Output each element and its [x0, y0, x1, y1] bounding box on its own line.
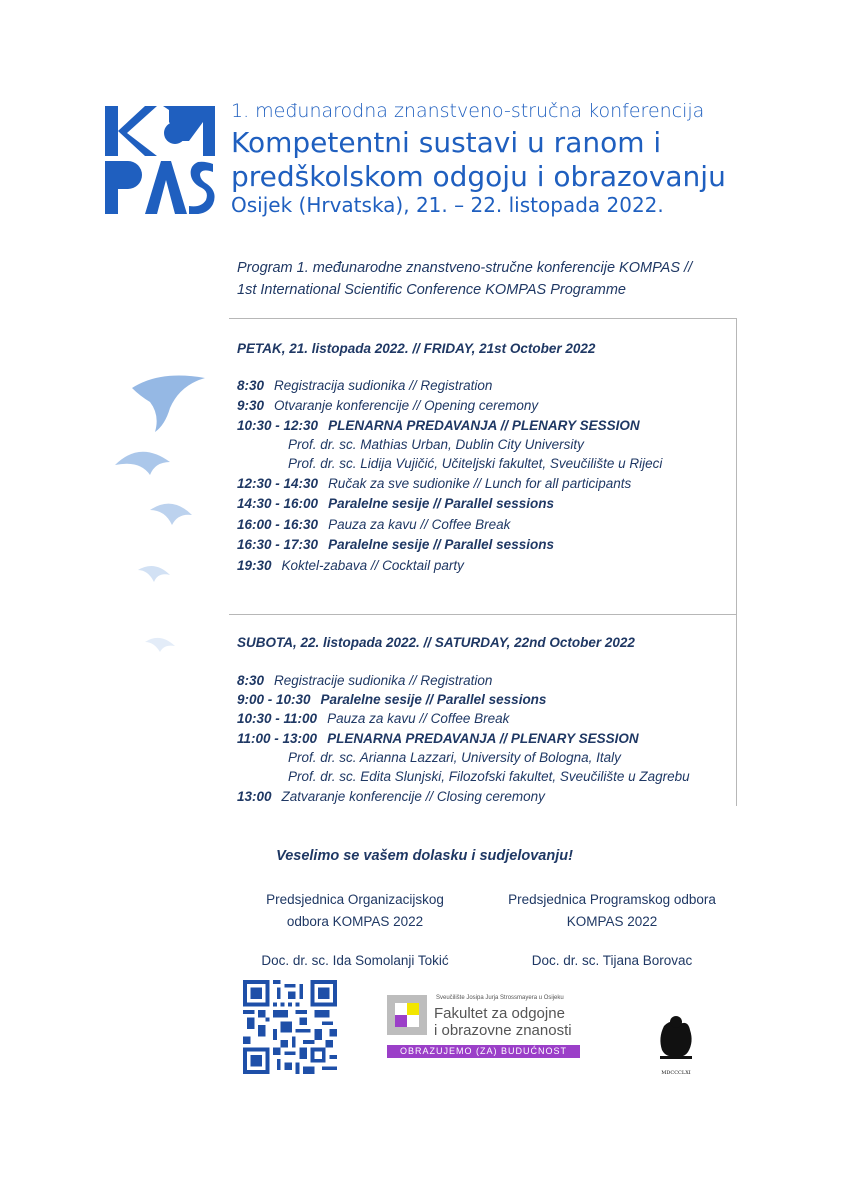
speaker: Prof. dr. sc. Mathias Urban, Dublin City University [288, 437, 584, 452]
program-title [237, 257, 692, 301]
schedule-time: 14:30 - 16:00 [237, 496, 319, 511]
schedule-desc: Registracija sudionika // Registration [274, 378, 493, 393]
schedule-desc: Paralelne sesije // Parallel sessions [320, 692, 547, 707]
schedule-time: 9:30 [237, 398, 265, 413]
faculty-motto: OBRAZUJEMO (ZA) BUDUĆNOST [387, 1045, 580, 1058]
schedule-time: 8:30 [237, 378, 265, 393]
schedule-row [237, 476, 631, 491]
conference-title [231, 126, 726, 194]
schedule-time: 10:30 - 11:00 [237, 711, 318, 726]
signature-right-name: Doc. dr. sc. Tijana Borovac [531, 953, 693, 968]
schedule-desc: Pauza za kavu // Coffee Break [327, 711, 510, 726]
conference-title-line2: predškolskom odgoju i obrazovanju [231, 160, 726, 193]
schedule-desc: Registracije sudionika // Registration [274, 673, 493, 688]
conference-place-date: Osijek (Hrvatska), 21. – 22. listopada 2022. [231, 193, 664, 217]
schedule-time: 9:00 - 10:30 [237, 692, 311, 707]
signature-left-role-line1: Predsjednica Organizacijskog [266, 892, 444, 907]
schedule-row [237, 692, 546, 707]
schedule-row [237, 711, 509, 726]
schedule-row [237, 378, 492, 393]
schedule-row [237, 398, 538, 413]
signature-left-role-line2: odbora KOMPAS 2022 [286, 914, 424, 929]
swallows-decoration [110, 370, 220, 660]
schedule-row [237, 789, 545, 804]
program-title-line2: 1st International Scientific Conference KOMPAS Programme [237, 282, 626, 298]
schedule-desc: Zatvaranje konferencije // Closing ceremony [281, 789, 545, 804]
schedule-row [237, 418, 640, 433]
schedule-time: 16:30 - 17:30 [237, 537, 319, 552]
faculty-logo [387, 995, 580, 1059]
schedule-desc: PLENARNA PREDAVANJA // PLENARY SESSION [328, 418, 640, 433]
schedule-time: 8:30 [237, 673, 265, 688]
schedule-desc: Paralelne sesije // Parallel sessions [328, 537, 554, 552]
faculty-name [434, 1005, 572, 1039]
signature-right-role [487, 889, 737, 933]
schedule-row [237, 731, 639, 746]
signature-right-role-line1: Predsjednica Programskog odbora [508, 892, 716, 907]
day1-title: PETAK, 21. listopada 2022. // FRIDAY, 21st October 2022 [237, 341, 596, 356]
academy-seal-icon [634, 998, 718, 1082]
speaker: Prof. dr. sc. Edita Slunjski, Filozofski fakultet, Sveučilište u Zagrebu [288, 769, 690, 784]
schedule-time: 11:00 - 13:00 [237, 731, 318, 746]
day2-title: SUBOTA, 22. listopada 2022. // SATURDAY, 22nd October 2022 [237, 635, 635, 650]
speaker: Prof. dr. sc. Lidija Vujičić, Učiteljski fakultet, Sveučilište u Rijeci [288, 456, 663, 471]
welcome-message: Veselimo se vašem dolasku i sudjelovanju! [276, 848, 573, 864]
schedule-row [237, 517, 510, 532]
schedule-desc: PLENARNA PREDAVANJA // PLENARY SESSION [327, 731, 639, 746]
schedule-row [237, 558, 464, 573]
seal-year: MDCCCLXI [661, 1070, 691, 1076]
schedule-desc: Otvaranje konferencije // Opening ceremony [274, 398, 539, 413]
signature-right-role-line2: KOMPAS 2022 [566, 914, 658, 929]
conference-subtitle: 1. međunarodna znanstveno-stručna konferencija [231, 100, 705, 122]
conference-title-line1: Kompetentni sustavi u ranom i [231, 126, 662, 159]
schedule-desc: Pauza za kavu // Coffee Break [328, 517, 511, 532]
faculty-name-line2: i obrazovne znanosti [434, 1022, 572, 1039]
schedule-row [237, 496, 554, 511]
speaker: Prof. dr. sc. Arianna Lazzari, University of Bologna, Italy [288, 750, 621, 765]
schedule-time: 12:30 - 14:30 [237, 476, 319, 491]
qr-code[interactable] [243, 980, 337, 1074]
schedule-time: 19:30 [237, 558, 272, 573]
signature-left-name: Doc. dr. sc. Ida Somolanji Tokić [261, 953, 449, 968]
faculty-emblem-icon [387, 995, 427, 1035]
schedule-time: 10:30 - 12:30 [237, 418, 319, 433]
program-title-line1: Program 1. međunarodne znanstveno-stručne konferencije KOMPAS // [237, 260, 693, 276]
faculty-name-line1: Fakultet za odgojne [434, 1005, 565, 1022]
faculty-university: Sveučilište Josipa Jurja Strossmayera u Osijeku [436, 995, 564, 1001]
schedule-desc: Koktel-zabava // Cocktail party [281, 558, 464, 573]
schedule-row [237, 537, 554, 552]
schedule-time: 16:00 - 16:30 [237, 517, 319, 532]
schedule-desc: Paralelne sesije // Parallel sessions [328, 496, 554, 511]
schedule-time: 13:00 [237, 789, 272, 804]
signature-left-role [240, 889, 470, 933]
schedule-desc: Ručak za sve sudionike // Lunch for all participants [328, 476, 632, 491]
schedule-row [237, 673, 492, 688]
kompas-logo [105, 106, 215, 214]
